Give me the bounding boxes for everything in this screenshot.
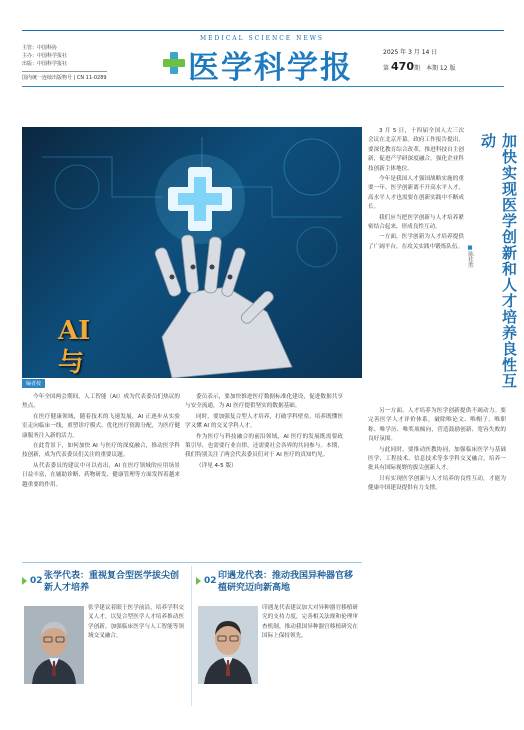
lead-paragraph: 作为医疗与科技融合的前沿领域，AI 医疗的发展既需要政策引导，也需要行业自律，还需要社会各界的共同参与。本期，我们特别关注了两会代表委员们对于 AI 医疗的真知灼见。 — [185, 433, 343, 459]
commentary-paragraph: 我们应当把医学创新与人才培养紧密结合起来，形成良性互动。 — [368, 214, 464, 231]
issue-suffix: 期 — [413, 65, 420, 72]
teaser-page-number: 02 — [22, 576, 43, 586]
sponsor-line: 主管：中国科协 — [22, 45, 58, 51]
lead-article-column-2 — [185, 393, 343, 472]
portrait-photo — [198, 606, 258, 684]
commentary-paragraph: 今年是我国人才强国战略实施的重要一年。医学创新离不开高水平人才，高水平人才也需要在创新实践中不断成长。 — [368, 176, 464, 211]
lead-paragraph: 委员表示，要加快推进医疗数据标准化建设，促进数据共享与安全流通，为 AI 医疗提供坚实的数据基础。 — [185, 394, 343, 410]
commentary-author: ■陈桂胜 — [467, 245, 473, 268]
sponsor-line: 出版：中国科学报社 — [22, 61, 68, 67]
commentary-tag: 编者按 — [22, 379, 45, 388]
commentary-paragraph: 一方面，医学创新为人才培养提供了广阔平台，在攻关实践中锻炼队伍。 — [368, 234, 464, 250]
teaser-top-rule — [22, 562, 362, 563]
publisher-info — [22, 44, 107, 82]
teaser-body: 印遇龙代表建议加大对异种器官移植研究的支持力度，完善相关法规和伦理审查机制，推动我国异种器官移植研究在国际上保持领先。 — [262, 605, 358, 640]
teaser-page-number: 02 — [196, 576, 217, 586]
arrow-icon — [22, 577, 27, 585]
hero-image — [22, 127, 362, 378]
arrow-icon — [196, 577, 201, 585]
page-count: 本期 12 版 — [426, 65, 456, 72]
lead-paragraph: 在医疗健康领域，随着技术的飞速发展，AI 正逐步从实验室走向临床一线，重塑诊疗模式、优化医疗资源分配，为医疗健康服务注入新的活力。 — [22, 413, 180, 439]
commentary-paragraph: 3 月 5 日，十四届全国人大三次会议在北京开幕。政府工作报告提出，要深化教育综合改革，推进科技自主创新，促进产学研深度融合，强化企业科技创新主体地位。 — [368, 128, 464, 172]
lead-paragraph: 在此背景下，如何加快 AI 与医疗的深度融合，推动医学科技创新，成为代表委员们关注的重要议题。 — [22, 443, 180, 459]
english-title: MEDICAL SCIENCE NEWS — [0, 25, 524, 44]
issue-number: 470 — [391, 60, 414, 73]
teaser-title[interactable]: 印遇龙代表：推动我国异种器官移植研究迈向新高地 — [218, 571, 354, 593]
teaser-title[interactable]: 张学代表：重视复合型医学拔尖创新人才培养 — [44, 571, 180, 593]
commentary-text-top — [368, 127, 464, 253]
hero-ai-medical-label: AI 与 — [58, 316, 91, 378]
issue-info — [383, 47, 455, 73]
lead-paragraph: 同时，要加强复合型人才培养，打破学科壁垒，培养既懂医学又懂 AI 的交叉学科人才。 — [185, 413, 343, 430]
issue-date: 2025 年 3 月 14 日 — [383, 49, 438, 56]
sponsor-line: 主办：中国科学报社 — [22, 53, 68, 59]
lead-paragraph: 今年全国两会期间，人工智能（AI）成为代表委员们热议的焦点。 — [22, 394, 180, 410]
issue-label: 第 — [383, 65, 390, 72]
masthead-divider — [22, 86, 504, 87]
portrait-photo — [24, 606, 84, 684]
newspaper-title: 医学科学报 — [188, 50, 353, 86]
lead-article-column-1 — [22, 393, 180, 491]
commentary-paragraph: 与此同时，要推动医教协同，加强临床医学与基础医学、工程技术、信息技术等多学科交叉融合，培养一批具有国际视野的拔尖创新人才。 — [368, 446, 506, 472]
commentary-paragraph: 另一方面，人才培养为医学创新提供不竭动力。要完善医学人才评价体系，破除唯论文、唯帽子、唯职称、唯学历、唯奖项倾向，营造鼓励创新、宽容失败的良好氛围。 — [368, 408, 506, 443]
continued-note[interactable]: （详见 4-5 版） — [196, 462, 237, 469]
issue-number-row — [383, 60, 455, 73]
commentary-text-bottom — [368, 407, 506, 495]
cn-number: 国内统一连续出版物号 | CN 11-0289 — [22, 71, 107, 82]
masthead — [0, 0, 524, 88]
commentary-paragraph: 只有实现医学创新与人才培养的良性互动，才能为健康中国建设提供有力支撑。 — [368, 475, 506, 492]
lead-paragraph: 从代表委员的建议中可以看出，AI 在医疗领域的应用场景日益丰富，在辅助诊断、药物研发、健康管理等方面发挥着越来越重要的作用。 — [22, 462, 180, 488]
teaser-yin-yulong[interactable] — [196, 566, 358, 716]
teaser-body: 张学建议着眼于医学前沿，培养学科交叉人才，以复合型医学人才培养推动医学创新，加强临床医学与人工智能等领域交叉融合。 — [88, 605, 184, 640]
teaser-separator — [191, 566, 192, 706]
teaser-zhang-xue[interactable] — [22, 566, 184, 716]
commentary-headline[interactable]: 加快实现医学创新和人才培养良性互动 — [479, 133, 518, 389]
medical-cross-logo-icon — [163, 52, 185, 74]
